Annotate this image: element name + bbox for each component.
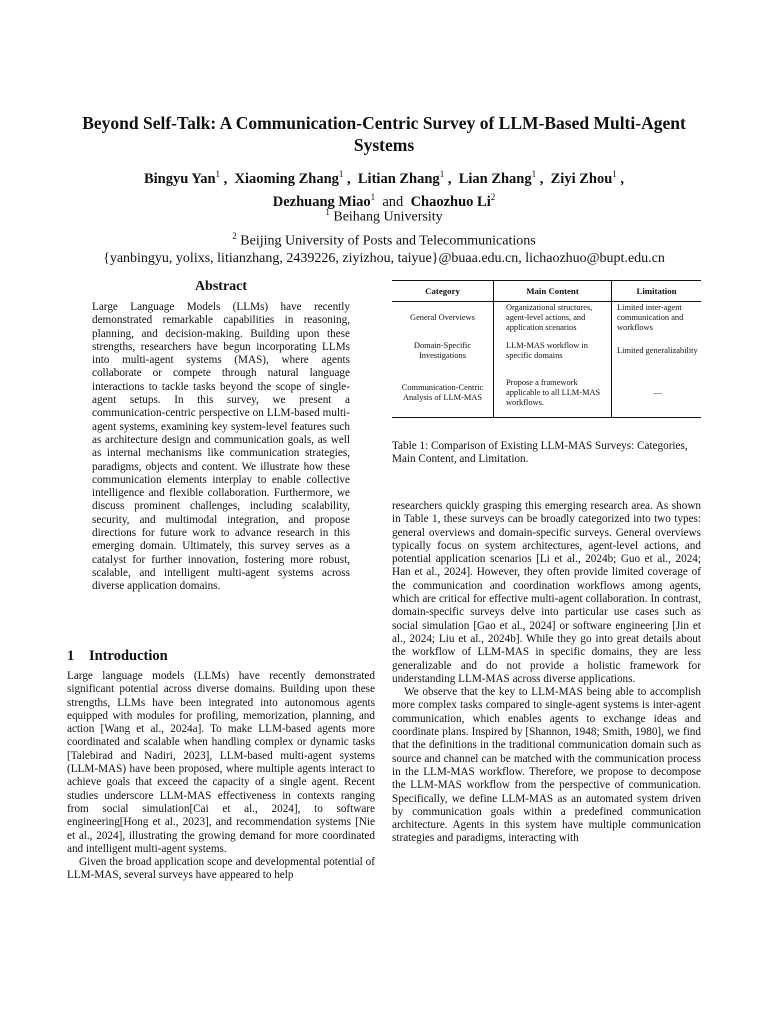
table-row xyxy=(392,302,701,334)
author-affiliation-mark: 1 xyxy=(338,169,344,179)
table-cell: Organizational structures, agent-level actions, and application scenarios xyxy=(494,302,612,334)
table-row xyxy=(392,369,701,418)
author-name: Xiaoming Zhang xyxy=(234,170,339,187)
author-emails: {yanbingyu, yolixs, litianzhang, 2439226, ziyizhou, taiyue}@buaa.edu.cn, lichaozhuo@bupt.edu.cn xyxy=(103,251,665,267)
author-name: Bingyu Yan xyxy=(143,170,216,187)
table-cell: Limited generalizability xyxy=(617,346,698,355)
author-list: Bingyu Yan$^1$ , Xiaoming Zhang$^1$ , Litian Zhang$^1$ , Lian Zhang$^1$ , Ziyi Zhou$^1$ , Dezhuang Miao$^1$ and Chaozhuo Li$^2$ xyxy=(143,169,625,210)
affiliation-name: Beihang University xyxy=(333,209,443,225)
author-affiliation-mark: 1 xyxy=(439,169,445,179)
table-header-row xyxy=(392,281,701,302)
section-title: Introduction xyxy=(89,648,168,664)
table-cell: LLM-MAS workflow in specific domains xyxy=(494,333,612,369)
affiliation-number: 2 xyxy=(232,230,237,241)
author-affiliation-mark: 1 xyxy=(215,169,221,179)
author-name: Chaozhuo Li xyxy=(410,193,491,210)
abstract-text: Large Language Models (LLMs) have recently demonstrated remarkable capabilities in reasoning, planning, and decision-making. Building upon these strengths, researchers have begun incorporating LLMs into multi-agent systems (MAS), where agents collaborate or compete through natural language interactions to tackle tasks beyond the scope of single-agent setups. In this survey, we present a communication-centric perspective on LLM-based multi-agent systems, examining key system-level features such as architecture design and communication goals, as well as internal mechanisms like communication strategies, paradigms, objects and content. We illustrate how these communication elements interplay to enable collective intelligence and flexible collaboration. Furthermore, we discuss prominent challenges, including scalability, security, and multimodal integration, and propose directions for future work to advance research in this emerging domain. Ultimately, this survey serves as a catalyst for further innovation, fostering more robust, scalable, and intelligent multi-agent systems across diverse application domains. xyxy=(92,301,350,593)
table-cell: General Overviews xyxy=(410,312,475,322)
author-name: Lian Zhang xyxy=(458,170,532,187)
table-cell: Propose a framework applicable to all LLM-MAS workflows. xyxy=(494,369,612,418)
table-cell: Domain-Specific Investigations xyxy=(413,341,472,360)
paragraph: researchers quickly grasping this emerging research area. As shown in Table 1, these surveys can be broadly categorized into two types: general overviews and domain-specific surveys. General overviews typically focus on system architectures, agent-level actions, and potential application scenarios [Li et al., 2024b; Guo et al., 2024; Han et al., 2024]. However, they often provide limited coverage of the communication and coordination workflows among agents, which are critical for effective multi-agent collaboration. In contrast, domain-specific surveys delve into particular use cases such as social simulation [Gao et al., 2024] or software engineering [Jin et al., 2024; Liu et al., 2024b]. While they go into great details about the workflow of LLM-MAS in specific domains, they are less generalizable and do not provide a holistic framework for understanding LLM-MAS across diverse applications. xyxy=(392,500,701,685)
section-heading xyxy=(67,648,168,665)
affiliation-block xyxy=(40,203,728,268)
paper-title: Beyond Self-Talk: A Communication-Centric Survey of LLM-Based Multi-Agent Systems xyxy=(82,113,686,155)
table-cell: Communication-Centric Analysis of LLM-MAS xyxy=(401,383,484,402)
author-affiliation-mark: 2 xyxy=(490,191,496,202)
author-affiliation-mark: 1 xyxy=(370,191,376,202)
affiliation-name: Beijing University of Posts and Telecommunications xyxy=(240,233,536,249)
table-row xyxy=(392,333,701,369)
author-name: Ziyi Zhou xyxy=(550,170,613,187)
and-word: and xyxy=(382,193,404,210)
abstract-heading: Abstract xyxy=(194,279,248,294)
table-header-cell: Main Content xyxy=(494,281,612,302)
table-header-cell: Limitation xyxy=(636,286,677,296)
section-number: 1 xyxy=(67,648,75,664)
table-caption: Table 1: Comparison of Existing LLM-MAS Surveys: Categories, Main Content, and Limitation. xyxy=(392,440,688,466)
right-column-text xyxy=(392,500,701,846)
affiliation-number: 1 xyxy=(325,207,330,217)
affiliation-line xyxy=(40,203,728,227)
comparison-table xyxy=(392,280,701,418)
paragraph: Large language models (LLMs) have recently demonstrated significant potential across diverse domains. Building upon these strengths, LLMs have been integrated into autonomous agents equipped with modules for profiling, memorization, planning, and action [Wang et al., 2024a]. To make LLM-based agents more coordinated and scalable when handling complex or dynamic tasks [Talebirad and Nadiri, 2023], LLM-based multi-agent systems (LLM-MAS) have been proposed, where multiple agents interact to achieve goals that exceed the capacity of a single agent. Recent studies underscore LLM-MAS effectiveness in contexts ranging from social simulation[Cai et al., 2024], to software engineering[Hong et al., 2023], and recommendation systems [Nie et al., 2024], illustrating the growing demand for more coordinated and intelligent multi-agent systems. xyxy=(67,670,375,855)
table-cell: — xyxy=(653,388,662,397)
affiliation-line xyxy=(40,227,728,251)
table-header-cell: Category xyxy=(425,286,460,296)
author-affiliation-mark: 1 xyxy=(531,169,537,179)
table-cell: Limited inter-agent communication and workflows xyxy=(617,302,684,332)
author-name: Litian Zhang xyxy=(357,170,440,187)
paragraph: Given the broad application scope and developmental potential of LLM-MAS, several surveys have appeared to help xyxy=(67,856,375,882)
paragraph: We observe that the key to LLM-MAS being able to accomplish more complex tasks compared to single-agent systems is inter-agent communication, which enables agents to exchange ideas and coordinate plans. Inspired by [Shannon, 1948; Smith, 1980], we find that the definitions in the traditional communication domain such as source and channel can be matched with the communication process in the LLM-MAS workflow. Therefore, we propose to decompose the LLM-MAS workflow from the perspective of communication. Specifically, we define LLM-MAS as an automated system driven by communication goals within a predefined communication architecture. Agents in this system have multiple communication strategies and paradigms, interacting with xyxy=(392,686,701,845)
author-name: Dezhuang Miao xyxy=(272,193,371,210)
author-affiliation-mark: 1 xyxy=(612,169,617,179)
introduction-text xyxy=(67,670,375,883)
